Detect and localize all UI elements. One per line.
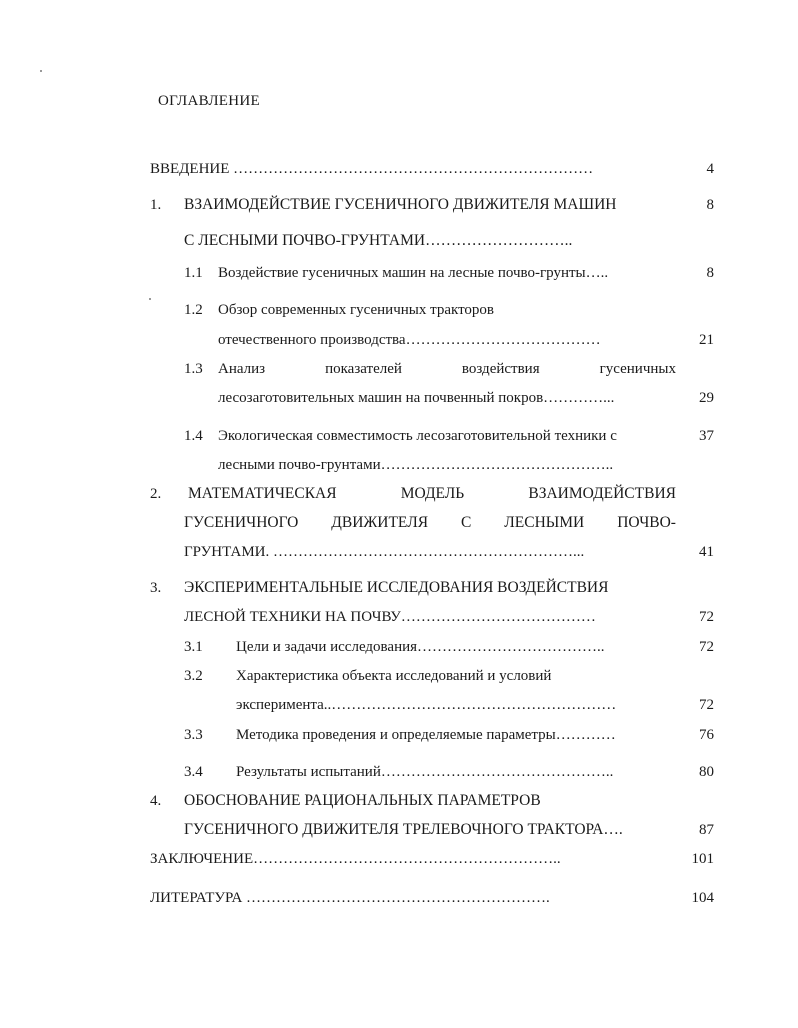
toc-ch3-number: 3. [150, 580, 162, 596]
toc-s33-number: 3.3 [184, 727, 203, 743]
toc-page-conclusion: 101 [691, 851, 714, 867]
toc-ch1-number: 1. [150, 197, 162, 213]
toc-s11-number: 1.1 [184, 265, 203, 281]
toc-s31-number: 3.1 [184, 639, 203, 655]
toc-ch4-page: 87 [699, 822, 714, 838]
toc-s34-page: 80 [699, 764, 714, 780]
toc-page-intro: 4 [706, 161, 714, 177]
toc-ch4-title-line2: ГУСЕНИЧНОГО ДВИЖИТЕЛЯ ТРЕЛЕВОЧНОГО ТРАКТОРА…. [184, 821, 623, 838]
toc-s11-page: 8 [706, 265, 714, 281]
toc-ch1-title-line2: С ЛЕСНЫМИ ПОЧВО-ГРУНТАМИ……………………….. [184, 232, 573, 249]
toc-ch2-title-line3: ГРУНТАМИ. ……………………………………………………... [184, 544, 585, 560]
toc-ch2-word: МАТЕМАТИЧЕСКАЯ [188, 485, 337, 502]
toc-s14-number: 1.4 [184, 428, 203, 444]
toc-s32-page: 72 [699, 697, 714, 713]
toc-ch2-page: 41 [699, 544, 714, 560]
toc-ch2-word: ПОЧВО- [617, 514, 676, 531]
toc-s34-title: Результаты испытаний……………………………………….. [236, 764, 614, 780]
toc-s13-title-line1 [218, 360, 676, 378]
toc-s13-title-line2: лесозаготовительных машин на почвенный покров…………... [218, 390, 615, 406]
page-title: ОГЛАВЛЕНИЕ [158, 93, 260, 109]
toc-s13-word: показателей [325, 361, 402, 377]
toc-ch4-number: 4. [150, 793, 162, 809]
toc-s31-page: 72 [699, 639, 714, 655]
toc-ch2-title-line2 [184, 514, 676, 532]
toc-ch2-word: ДВИЖИТЕЛЯ [331, 514, 429, 531]
toc-ch1-title-line1: ВЗАИМОДЕЙСТВИЕ ГУСЕНИЧНОГО ДВИЖИТЕЛЯ МАШИН [184, 196, 617, 213]
toc-s13-word: воздействия [461, 361, 540, 377]
toc-ch3-title-line2: ЛЕСНОЙ ТЕХНИКИ НА ПОЧВУ………………………………… [184, 609, 596, 625]
scan-speck [149, 298, 151, 300]
toc-ch2-word: ЛЕСНЫМИ [504, 514, 585, 531]
toc-s13-page: 29 [699, 390, 714, 406]
toc-ch2-word: С [460, 514, 472, 531]
toc-s12-title-line1: Обзор современных гусеничных тракторов [218, 302, 495, 318]
toc-entry-literature: ЛИТЕРАТУРА ……………………………………………………. [150, 890, 550, 906]
toc-s32-title-line2: эксперимента..………………………………………………… [236, 697, 617, 713]
toc-ch2-word: МОДЕЛЬ [400, 485, 465, 502]
toc-s13-word: гусеничных [599, 361, 676, 377]
toc-s11-title: Воздействие гусеничных машин на лесные почво-грунты….. [218, 265, 609, 281]
toc-s32-title-line1: Характеристика объекта исследований и условий [236, 668, 552, 684]
toc-s14-title-line1: Экологическая совместимость лесозаготовительной техники с [218, 428, 617, 444]
toc-ch1-page: 8 [706, 197, 714, 213]
toc-s12-number: 1.2 [184, 302, 203, 318]
toc-ch2-title-line1 [188, 485, 676, 503]
toc-s12-page: 21 [699, 332, 714, 348]
toc-entry-conclusion: ЗАКЛЮЧЕНИЕ…………………………………………………….. [150, 851, 561, 867]
toc-s31-title: Цели и задачи исследования……………………………….. [236, 639, 605, 655]
toc-s12-title-line2: отечественного производства………………………………… [218, 332, 601, 348]
toc-ch2-number: 2. [150, 486, 162, 502]
toc-s14-page: 37 [699, 428, 714, 444]
toc-s14-title-line2: лесными почво-грунтами……………………………………….. [218, 457, 614, 473]
toc-ch3-page: 72 [699, 609, 714, 625]
toc-s13-number: 1.3 [184, 361, 203, 377]
toc-s13-word: Анализ [218, 361, 266, 377]
toc-s33-page: 76 [699, 727, 714, 743]
toc-entry-intro: ВВЕДЕНИЕ ……………………………………………………………… [150, 161, 594, 177]
toc-s33-title: Методика проведения и определяемые параметры………… [236, 727, 616, 743]
scan-speck [40, 70, 42, 72]
toc-ch2-word: ГУСЕНИЧНОГО [184, 514, 299, 531]
toc-ch4-title-line1: ОБОСНОВАНИЕ РАЦИОНАЛЬНЫХ ПАРАМЕТРОВ [184, 792, 541, 809]
toc-ch3-title-line1: ЭКСПЕРИМЕНТАЛЬНЫЕ ИССЛЕДОВАНИЯ ВОЗДЕЙСТВИЯ [184, 579, 609, 596]
toc-page-literature: 104 [691, 890, 714, 906]
toc-s34-number: 3.4 [184, 764, 203, 780]
toc-s32-number: 3.2 [184, 668, 203, 684]
toc-ch2-word: ВЗАИМОДЕЙСТВИЯ [528, 485, 676, 502]
